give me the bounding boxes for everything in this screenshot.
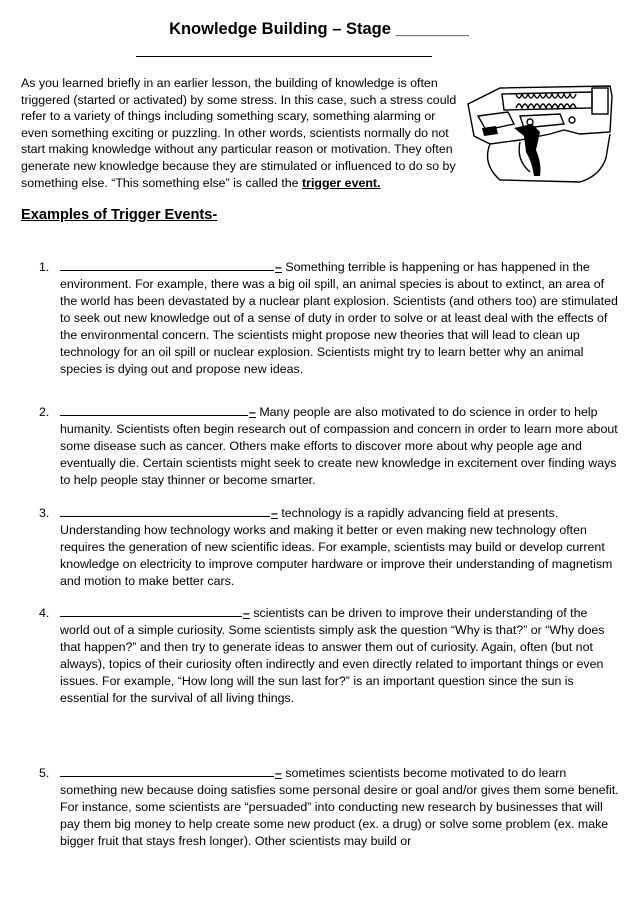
item-number: 3. bbox=[39, 506, 50, 520]
page-title: Knowledge Building – Stage ________ bbox=[169, 20, 469, 38]
answer-blank bbox=[60, 404, 248, 416]
list-item bbox=[39, 765, 619, 850]
section-heading: Examples of Trigger Events- bbox=[21, 207, 218, 223]
item-number: 4. bbox=[39, 606, 50, 620]
title-underline-blank bbox=[136, 56, 432, 57]
list-item bbox=[39, 259, 619, 378]
item-text: Many people are also motivated to do science in order to help humanity. Scientists often begin research out of compassion and concern in order to learn more about some disease such as cancer. Others make efforts to discover more about why people age and eventually die. Certain scientists might seek to create new knowledge in excitement over finding ways to help people stay thinner or become smarter. bbox=[60, 405, 618, 487]
item-dash: – bbox=[275, 766, 282, 780]
item-text: Something terrible is happening or has happened in the environment. For example, there was a big oil spill, an animal species is about to extinct, an area of the world has been devastated by a nuclear plant explosion. Scientists (and others too) are stimulated to seek out new knowledge out of a sense of duty in order to solve or at least deal with the effects of the environmental concern. The scientists might propose new theories that will lead to clean up technology for an oil spill or nuclear explosion. Scientists might try to learn better why an animal species is dying out and propose new ideas. bbox=[60, 260, 618, 376]
item-dash: – bbox=[249, 405, 256, 419]
trigger-event-term: trigger event. bbox=[302, 175, 381, 190]
item-text: scientists can be driven to improve their understanding of the world out of a simple curiosity. Some scientists simply ask the question “Why is that?” or “Why does that happen?” and then try to generate ideas to answer them out of curiosity. Again, often (but not always), topics of their curiosity often indirectly and even directly related to important things or even issues. For example, “How long will the sun last for?” is an important question since the sun is essential for the survival of all living things. bbox=[60, 606, 605, 705]
item-dash: – bbox=[275, 260, 282, 274]
item-dash: – bbox=[271, 506, 278, 520]
answer-blank bbox=[60, 765, 274, 777]
list-item bbox=[39, 505, 619, 590]
item-number: 5. bbox=[39, 766, 50, 780]
answer-blank bbox=[60, 505, 270, 517]
answer-blank bbox=[60, 259, 274, 271]
list-item bbox=[39, 605, 619, 707]
item-text: sometimes scientists become motivated to do learn something new because doing satisfies some personal desire or goal and/or gives them some benefit. For instance, some scientists are “persuaded” into conducting new research by businesses that will pay them big money to help create some new product (ex. a drug) or solve some problem (ex. make bigger fruit that stays fresh longer). Other scientists may build or bbox=[60, 766, 619, 848]
item-number: 2. bbox=[39, 405, 50, 419]
answer-blank bbox=[60, 605, 242, 617]
intro-paragraph bbox=[21, 75, 461, 191]
trigger-mechanism-icon bbox=[460, 72, 618, 188]
item-dash: – bbox=[243, 606, 250, 620]
item-text: technology is a rapidly advancing field at presents. Understanding how technology works and making it better or even making new technology often requires the generation of new scientific ideas. For example, scientists may build or develop current knowledge on electricity to improve computer hardware or improve their understanding of magnetism and motion to make better cars. bbox=[60, 506, 613, 588]
intro-text: As you learned briefly in an earlier lesson, the building of knowledge is often triggered (started or activated) by some stress. In this case, such a stress could refer to a variety of things including something scary, something alarming or even something exciting or puzzling. In other words, scientists normally do not start making knowledge without any particular reason or motivation. They often generate new knowledge because they are stimulated or influenced to do so by something else. “This something else” is called the bbox=[21, 76, 457, 190]
list-item bbox=[39, 404, 619, 489]
item-number: 1. bbox=[39, 260, 50, 274]
